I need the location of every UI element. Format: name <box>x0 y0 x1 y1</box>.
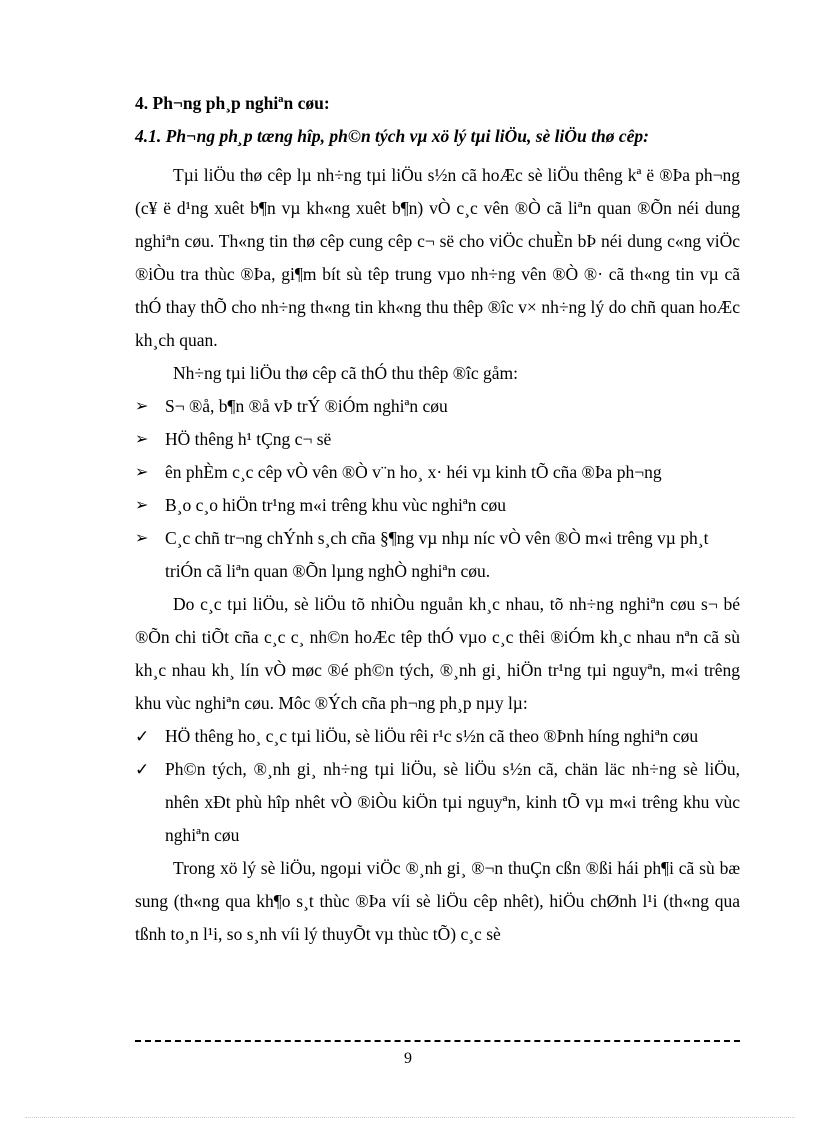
list-item: ✓ Ph©n tých, ®¸nh gi¸ nh÷ng tµi liÖu, sè liÖu s½n cã, chän läc nh÷ng sè liÖu, nhên xÐt phù hîp nhêt vÒ ®iÒu kiÖn tµi nguyªn, kinh tÕ vµ m«i trêng khu vùc nghiªn cøu <box>135 753 740 852</box>
page-number: 9 <box>404 1050 412 1067</box>
check-list <box>135 720 740 852</box>
list-item: ➢ ên phÈm c¸c cêp vÒ vên ®Ò v¨n ho¸ x· héi vµ kinh tÕ cña ®Þa ph¬ng <box>135 456 740 489</box>
arrow-bullet-icon: ➢ <box>135 497 149 514</box>
body-text <box>135 159 740 951</box>
arrow-bullet-icon: ➢ <box>135 398 149 415</box>
list-item: ➢ B¸o c¸o hiÖn tr¹ng m«i trêng khu vùc nghiªn cøu <box>135 489 740 522</box>
page-separator <box>25 1117 795 1118</box>
paragraph-3: Do c¸c tµi liÖu, sè liÖu tõ nhiÒu nguån kh¸c nhau, tõ nh÷ng nghiªn cøu s¬ bé ®Õn chi tiÕt cña c¸c c¸ nh©n hoÆc têp thÓ vµo c¸c thêi ®iÓm kh¸c nhau nªn cã sù kh¸c nhau kh¸ lín vÒ møc ®é ph©n tých, ®¸nh gi¸ hiÖn tr¹ng tµi nguyªn, m«i trêng khu vùc nghiªn cøu. Môc ®Ých cña ph¬ng ph¸p nµy lµ: <box>135 594 740 713</box>
checkmark-icon: ✓ <box>135 760 150 779</box>
list-item: ➢ S¬ ®å, b¶n ®å vÞ trÝ ®iÓm nghiªn cøu <box>135 390 740 423</box>
section-heading-4-1: 4.1. Ph¬ng ph¸p tæng hîp, ph©n tých vµ xö lý tµi liÖu, sè liÖu thø cêp: <box>135 126 649 146</box>
section-heading-4: 4. Ph¬ng ph¸p nghiªn cøu: <box>135 93 330 113</box>
arrow-bullet-icon: ➢ <box>135 464 149 481</box>
paragraph-2: Nh÷ng tµi liÖu thø cêp cã thÓ thu thêp ®îc gåm: <box>173 363 519 383</box>
list-item: ➢ HÖ thêng h¹ tÇng c¬ së <box>135 423 740 456</box>
list-item: ✓ HÖ thêng ho¸ c¸c tµi liÖu, sè liÖu rêi r¹c s½n cã theo ®Þnh híng nghiªn cøu <box>135 720 740 753</box>
paragraph-4: Trong xö lý sè liÖu, ngoµi viÖc ®¸nh gi¸ ®¬n thuÇn cßn ®ßi hái ph¶i cã sù bæ sung (th«ng qua kh¶o s¸t thùc ®Þa víi sè liÖu cêp nhêt), hiÖu chØnh l¹i (th«ng qua tßnh to¸n l¹i, so s¸nh víi lý thuyÕt vµ thùc tÕ) c¸c sè <box>135 858 740 944</box>
arrow-bullet-icon: ➢ <box>135 530 149 547</box>
bullet-list <box>135 390 740 588</box>
arrow-bullet-icon: ➢ <box>135 431 149 448</box>
list-item: ➢ C¸c chñ tr¬ng chÝnh s¸ch cña §¶ng vµ nhµ níc vÒ vên ®Ò m«i trêng vµ ph¸t triÓn cã liªn quan ®Õn lµng nghÒ nghiªn cøu. <box>135 522 740 588</box>
footer-divider <box>135 1040 740 1042</box>
paragraph-1: Tµi liÖu thø cêp lµ nh÷ng tµi liÖu s½n cã hoÆc sè liÖu thêng kª ë ®Þa ph¬ng (c¥ ë d¹ng xuêt b¶n vµ kh«ng xuêt b¶n) vÒ c¸c vên ®Ò cã liªn quan ®Õn néi dung nghiªn cøu. Th«ng tin thø cêp cung cêp c¬ së cho viÖc chuÈn bÞ néi dung c«ng viÖc ®iÒu tra thùc ®Þa, gi¶m bít sù têp trung vµo nh÷ng vên ®Ò ®· cã th«ng tin vµ cã thÓ thay thÕ cho nh÷ng th«ng tin kh«ng thu thêp ®îc v× nh÷ng lý do chñ quan hoÆc kh¸ch quan. <box>135 165 740 350</box>
checkmark-icon: ✓ <box>135 727 150 746</box>
